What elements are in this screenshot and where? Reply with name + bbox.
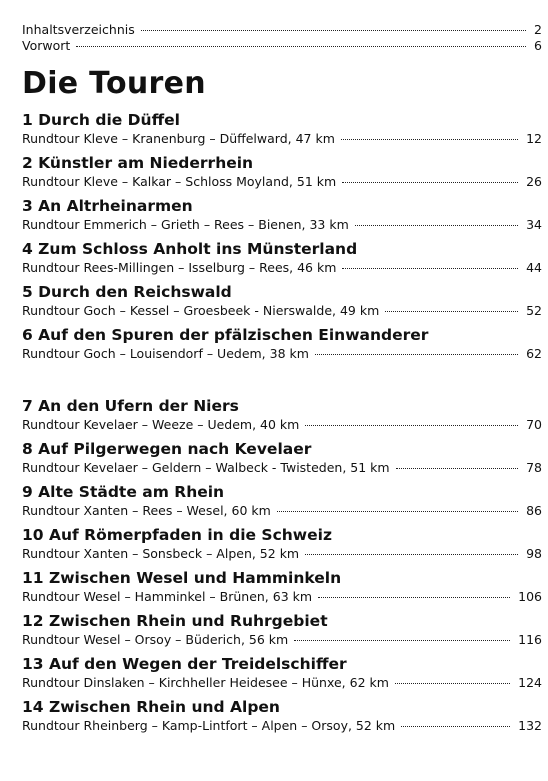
toc-entry-vorwort[interactable] [22,38,542,54]
tour-route: Rundtour Rees-Millingen – Isselburg – Rees, 46 km [22,260,337,275]
tour-page: 98 [526,546,542,561]
tour-title: 14 Zwischen Rhein und Alpen [22,698,280,716]
tour-entry-12[interactable] [22,611,542,648]
dot-leader [305,425,518,426]
tour-route: Rundtour Goch – Louisendorf – Uedem, 38 km [22,346,309,361]
tour-page: 132 [518,718,542,733]
tour-page: 12 [526,131,542,146]
tour-title: 10 Auf Römerpfaden in die Schweiz [22,526,332,544]
dot-leader [385,311,518,312]
tour-page: 86 [526,503,542,518]
dot-leader [401,726,510,727]
tour-entry-10[interactable] [22,525,542,562]
group-spacer [22,368,542,396]
tour-page: 124 [518,675,542,690]
tour-route-row [22,259,542,276]
tour-route: Rundtour Kleve – Kalkar – Schloss Moyland, 51 km [22,174,337,189]
tour-entry-11[interactable] [22,568,542,605]
tour-route-row [22,173,542,190]
tour-route-row [22,588,542,605]
tour-entry-9[interactable] [22,482,542,519]
tour-title: 3 An Altrheinarmen [22,197,193,215]
dot-leader [277,511,518,512]
section-title: Die Touren [22,66,206,101]
dot-leader [341,139,518,140]
tour-route-row [22,459,542,476]
toc-entry-inhaltsverzeichnis[interactable] [22,22,542,38]
table-of-contents [22,22,542,740]
dot-leader [141,30,526,31]
dot-leader [342,268,518,269]
tour-route-row [22,545,542,562]
tour-route: Rundtour Wesel – Orsoy – Büderich, 56 km [22,632,289,647]
dot-leader [396,468,519,469]
tour-entry-14[interactable] [22,697,542,734]
tour-title: 12 Zwischen Rhein und Ruhrgebiet [22,612,328,630]
tour-route-row [22,631,542,648]
tour-title: 11 Zwischen Wesel und Hamminkeln [22,569,342,587]
dot-leader [76,46,526,47]
tour-route: Rundtour Kevelaer – Weeze – Uedem, 40 km [22,417,300,432]
tour-route: Rundtour Xanten – Sonsbeck – Alpen, 52 km [22,546,300,561]
tour-title: 9 Alte Städte am Rhein [22,483,225,501]
tour-route-row [22,717,542,734]
tour-route-row [22,674,542,691]
dot-leader [305,554,518,555]
tour-title: 8 Auf Pilgerwegen nach Kevelaer [22,440,312,458]
tour-route: Rundtour Emmerich – Grieth – Rees – Bienen, 33 km [22,217,349,232]
tour-page: 34 [526,217,542,232]
dot-leader [318,597,510,598]
tour-entry-6[interactable] [22,325,542,362]
tour-entry-3[interactable] [22,196,542,233]
tour-entry-7[interactable] [22,396,542,433]
toc-entry-page: 6 [534,38,542,53]
tour-route-row [22,502,542,519]
dot-leader [355,225,518,226]
tour-title: 1 Durch die Düffel [22,111,180,129]
dot-leader [294,640,510,641]
tour-entry-1[interactable] [22,110,542,147]
tour-title: 4 Zum Schloss Anholt ins Münsterland [22,240,358,258]
tour-route: Rundtour Kevelaer – Geldern – Walbeck - Twisteden, 51 km [22,460,390,475]
tour-page: 26 [526,174,542,189]
dot-leader [342,182,518,183]
tour-page: 62 [526,346,542,361]
tour-title: 5 Durch den Reichswald [22,283,232,301]
toc-entry-page: 2 [534,22,542,37]
toc-entry-label: Inhaltsverzeichnis [22,22,135,37]
tour-page: 44 [526,260,542,275]
tour-entry-8[interactable] [22,439,542,476]
tour-title: 2 Künstler am Niederrhein [22,154,254,172]
tour-route: Rundtour Xanten – Rees – Wesel, 60 km [22,503,271,518]
tour-title: 6 Auf den Spuren der pfälzischen Einwanderer [22,326,429,344]
tour-route-row [22,345,542,362]
tour-entry-5[interactable] [22,282,542,319]
tour-route: Rundtour Wesel – Hamminkel – Brünen, 63 km [22,589,313,604]
tour-page: 116 [518,632,542,647]
tour-route: Rundtour Dinslaken – Kirchheller Heidesee – Hünxe, 62 km [22,675,389,690]
dot-leader [395,683,510,684]
tour-entry-2[interactable] [22,153,542,190]
tour-entry-13[interactable] [22,654,542,691]
tour-route-row [22,130,542,147]
tour-route-row [22,416,542,433]
tour-page: 106 [518,589,542,604]
tour-route: Rundtour Kleve – Kranenburg – Düffelward, 47 km [22,131,335,146]
tour-page: 52 [526,303,542,318]
dot-leader [315,354,518,355]
tour-title: 7 An den Ufern der Niers [22,397,239,415]
tour-page: 70 [526,417,542,432]
tour-page: 78 [526,460,542,475]
tour-route-row [22,216,542,233]
tour-title: 13 Auf den Wegen der Treidelschiffer [22,655,347,673]
toc-entry-label: Vorwort [22,38,71,53]
tour-route-row [22,302,542,319]
tour-route: Rundtour Rheinberg – Kamp-Lintfort – Alpen – Orsoy, 52 km [22,718,396,733]
tour-route: Rundtour Goch – Kessel – Groesbeek - Nierswalde, 49 km [22,303,380,318]
tour-entry-4[interactable] [22,239,542,276]
